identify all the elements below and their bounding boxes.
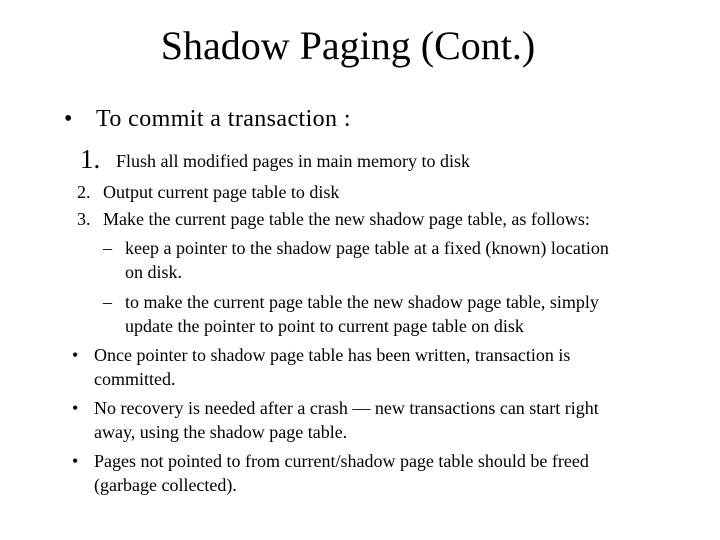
bullet-2-line-2: away, using the shadow page table. [94,422,348,442]
bullet-2-line-1: No recovery is needed after a crash — new transactions can start right [94,398,599,418]
sub-step-1-line-1: keep a pointer to the shadow page table at a fixed (known) location [125,238,609,258]
step-number-3: 3. [77,209,91,229]
bullet-marker: • [72,345,79,365]
sub-step-2-line-2: update the pointer to point to current page table on disk [125,316,524,336]
sub-step-2-line-1: to make the current page table the new shadow page table, simply [125,292,599,312]
step-number-1: 1. [80,144,101,174]
commit-heading: To commit a transaction : [96,106,351,132]
sub-step-1-line-2: on disk. [125,262,183,282]
slide-title: Shadow Paging (Cont.) [160,23,536,68]
step-text-1: Flush all modified pages in main memory to disk [116,151,470,171]
step-text-2: Output current page table to disk [103,182,340,202]
dash-marker: – [103,238,112,258]
bullet-marker: • [64,106,73,132]
bullet-3-line-2: (garbage collected). [94,475,237,495]
bullet-3-line-1: Pages not pointed to from current/shadow page table should be freed [94,451,589,471]
bullet-marker: • [72,398,79,418]
bullet-1-line-2: committed. [94,369,176,389]
bullet-1-line-1: Once pointer to shadow page table has been written, transaction is [94,345,571,365]
step-text-3: Make the current page table the new shadow page table, as follows: [103,209,590,229]
dash-marker: – [103,292,112,312]
bullet-marker: • [72,451,79,471]
step-number-2: 2. [77,182,91,202]
